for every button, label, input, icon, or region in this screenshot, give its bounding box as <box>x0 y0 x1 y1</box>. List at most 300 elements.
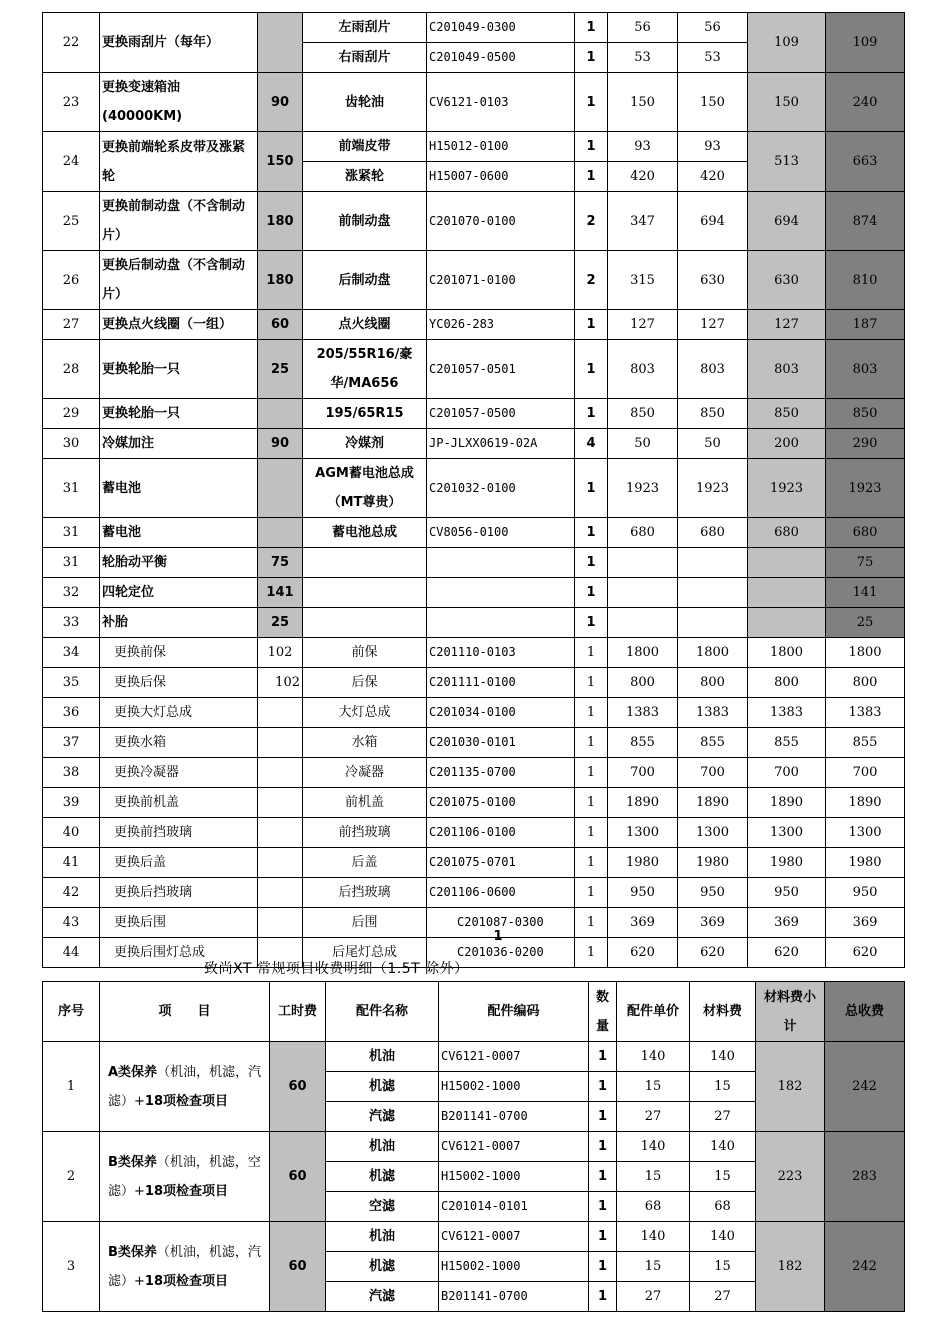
part-name: 前机盖 <box>303 788 427 818</box>
labor-fee: 141 <box>258 578 303 608</box>
row-number: 41 <box>43 848 100 878</box>
row-number: 23 <box>43 73 100 132</box>
material-fee: 1800 <box>678 638 748 668</box>
table-row <box>43 578 905 608</box>
header-material-subtotal: 材料费小计 <box>756 982 825 1042</box>
item-name: 更换前制动盘（不含制动片） <box>100 192 258 251</box>
item-name: 更换后制动盘（不含制动片） <box>100 251 258 310</box>
unit-price: 420 <box>608 162 678 192</box>
material-fee: 1383 <box>678 698 748 728</box>
part-name: 前制动盘 <box>303 192 427 251</box>
quantity: 1 <box>589 1162 617 1192</box>
unit-price <box>608 548 678 578</box>
row-number: 3 <box>43 1222 100 1312</box>
unit-price: 93 <box>608 132 678 162</box>
part-code: C201071-0100 <box>427 251 575 310</box>
item-name: 更换后保 <box>100 668 258 698</box>
part-name: 机油 <box>326 1132 439 1162</box>
labor-fee: 60 <box>270 1222 326 1312</box>
quantity: 1 <box>575 668 608 698</box>
part-code <box>427 578 575 608</box>
unit-price: 347 <box>608 192 678 251</box>
item-name: 更换轮胎一只 <box>100 340 258 399</box>
item-name: 轮胎动平衡 <box>100 548 258 578</box>
unit-price: 369 <box>608 908 678 938</box>
material-fee: 800 <box>678 668 748 698</box>
quantity: 1 <box>575 758 608 788</box>
row-number: 31 <box>43 548 100 578</box>
total-fee: 75 <box>826 548 905 578</box>
quantity: 1 <box>575 310 608 340</box>
quantity: 1 <box>575 43 608 73</box>
row-number: 44 <box>43 938 100 968</box>
part-name: 后制动盘 <box>303 251 427 310</box>
part-name: 左雨刮片 <box>303 13 427 43</box>
table-row <box>43 608 905 638</box>
part-name: 后尾灯总成 <box>303 938 427 968</box>
part-code: CV6121-0007 <box>439 1042 589 1072</box>
material-subtotal: 182 <box>756 1222 825 1312</box>
material-subtotal: 369 <box>748 908 826 938</box>
total-fee: 680 <box>826 518 905 548</box>
header-material: 材料费 <box>690 982 756 1042</box>
part-name: 冷媒剂 <box>303 429 427 459</box>
table-row <box>43 878 905 908</box>
labor-fee <box>258 459 303 518</box>
material-fee: 694 <box>678 192 748 251</box>
table-row <box>43 192 905 251</box>
unit-price: 855 <box>608 728 678 758</box>
part-code: B201141-0700 <box>439 1282 589 1312</box>
quantity: 4 <box>575 429 608 459</box>
part-name: 涨紧轮 <box>303 162 427 192</box>
item-name: 更换后围灯总成 <box>100 938 258 968</box>
table-row <box>43 13 905 43</box>
item-name: 更换大灯总成 <box>100 698 258 728</box>
material-subtotal <box>748 608 826 638</box>
item-name: 蓄电池 <box>100 518 258 548</box>
part-name: AGM蓄电池总成（MT尊贵） <box>303 459 427 518</box>
total-fee: 369 <box>826 908 905 938</box>
table-row <box>43 429 905 459</box>
unit-price: 1923 <box>608 459 678 518</box>
unit-price: 140 <box>617 1042 690 1072</box>
material-subtotal: 800 <box>748 668 826 698</box>
part-name: 汽滤 <box>326 1102 439 1132</box>
part-code: H15002-1000 <box>439 1162 589 1192</box>
unit-price: 68 <box>617 1192 690 1222</box>
material-fee <box>678 608 748 638</box>
item-name: 蓄电池 <box>100 459 258 518</box>
item-name: 更换前机盖 <box>100 788 258 818</box>
item-name: 更换雨刮片（每年） <box>100 13 258 73</box>
quantity: 2 <box>575 251 608 310</box>
table-row <box>43 459 905 518</box>
material-fee: 56 <box>678 13 748 43</box>
quantity: 1 <box>575 73 608 132</box>
material-subtotal <box>748 578 826 608</box>
row-number: 42 <box>43 878 100 908</box>
quantity: 1 <box>589 1072 617 1102</box>
material-subtotal: 200 <box>748 429 826 459</box>
part-name: 右雨刮片 <box>303 43 427 73</box>
material-fee: 50 <box>678 429 748 459</box>
part-code <box>427 608 575 638</box>
part-code: C201110-0103 <box>427 638 575 668</box>
part-code: C201057-0501 <box>427 340 575 399</box>
material-fee: 420 <box>678 162 748 192</box>
part-code: C201030-0101 <box>427 728 575 758</box>
part-name: 空滤 <box>326 1192 439 1222</box>
material-fee <box>678 548 748 578</box>
material-subtotal: 1980 <box>748 848 826 878</box>
quantity: 1 <box>575 938 608 968</box>
header-qty: 数量 <box>589 982 617 1042</box>
quantity: 1 <box>589 1222 617 1252</box>
material-fee: 1923 <box>678 459 748 518</box>
labor-fee <box>258 818 303 848</box>
material-subtotal <box>748 548 826 578</box>
part-name: 前端皮带 <box>303 132 427 162</box>
row-number: 32 <box>43 578 100 608</box>
total-fee: 242 <box>825 1222 905 1312</box>
material-subtotal: 513 <box>748 132 826 192</box>
unit-price: 1980 <box>608 848 678 878</box>
material-fee: 850 <box>678 399 748 429</box>
material-subtotal: 694 <box>748 192 826 251</box>
total-fee: 283 <box>825 1132 905 1222</box>
row-number: 31 <box>43 518 100 548</box>
item-name: 补胎 <box>100 608 258 638</box>
material-fee: 93 <box>678 132 748 162</box>
material-subtotal: 850 <box>748 399 826 429</box>
material-fee: 15 <box>690 1162 756 1192</box>
material-fee: 68 <box>690 1192 756 1222</box>
part-code: C201135-0700 <box>427 758 575 788</box>
material-fee: 620 <box>678 938 748 968</box>
total-fee: 109 <box>826 13 905 73</box>
total-fee: 663 <box>826 132 905 192</box>
item-name: 四轮定位 <box>100 578 258 608</box>
part-name: 195/65R15 <box>303 399 427 429</box>
material-subtotal: 620 <box>748 938 826 968</box>
part-name: 机滤 <box>326 1072 439 1102</box>
unit-price: 1383 <box>608 698 678 728</box>
row-number: 29 <box>43 399 100 429</box>
quantity: 2 <box>575 192 608 251</box>
total-fee: 141 <box>826 578 905 608</box>
unit-price: 27 <box>617 1102 690 1132</box>
labor-fee <box>258 518 303 548</box>
material-subtotal: 1800 <box>748 638 826 668</box>
quantity: 1 <box>589 1282 617 1312</box>
unit-price: 1890 <box>608 788 678 818</box>
material-fee: 53 <box>678 43 748 73</box>
part-name: 蓄电池总成 <box>303 518 427 548</box>
labor-fee <box>258 878 303 908</box>
unit-price: 27 <box>617 1282 690 1312</box>
unit-price: 15 <box>617 1072 690 1102</box>
labor-fee <box>258 698 303 728</box>
labor-fee: 60 <box>270 1042 326 1132</box>
quantity: 1 <box>575 848 608 878</box>
material-subtotal: 109 <box>748 13 826 73</box>
part-code: C201049-0300 <box>427 13 575 43</box>
row-number: 33 <box>43 608 100 638</box>
part-code: C201034-0100 <box>427 698 575 728</box>
table-row <box>43 638 905 668</box>
labor-fee: 102 <box>258 668 303 698</box>
total-fee: 855 <box>826 728 905 758</box>
material-fee: 369 <box>678 908 748 938</box>
labor-fee: 25 <box>258 340 303 399</box>
part-name: 后挡玻璃 <box>303 878 427 908</box>
total-fee: 810 <box>826 251 905 310</box>
part-name: 冷凝器 <box>303 758 427 788</box>
part-code: CV6121-0007 <box>439 1132 589 1162</box>
unit-price: 950 <box>608 878 678 908</box>
row-number: 40 <box>43 818 100 848</box>
part-name: 机油 <box>326 1222 439 1252</box>
material-fee: 1980 <box>678 848 748 878</box>
material-fee: 15 <box>690 1252 756 1282</box>
page-number: 1 <box>493 929 503 944</box>
part-code: C201032-0100 <box>427 459 575 518</box>
total-fee: 242 <box>825 1042 905 1132</box>
total-fee: 1980 <box>826 848 905 878</box>
labor-fee <box>258 13 303 73</box>
part-code: C201075-0100 <box>427 788 575 818</box>
unit-price: 315 <box>608 251 678 310</box>
part-code: H15002-1000 <box>439 1072 589 1102</box>
total-fee: 850 <box>826 399 905 429</box>
labor-fee <box>258 399 303 429</box>
material-subtotal: 630 <box>748 251 826 310</box>
quantity: 1 <box>575 578 608 608</box>
table-row <box>43 73 905 132</box>
part-code: CV8056-0100 <box>427 518 575 548</box>
unit-price: 620 <box>608 938 678 968</box>
part-name: 机滤 <box>326 1162 439 1192</box>
labor-fee: 25 <box>258 608 303 638</box>
package-description <box>100 1042 270 1132</box>
item-name: 更换轮胎一只 <box>100 399 258 429</box>
table-row <box>43 848 905 878</box>
unit-price: 700 <box>608 758 678 788</box>
package-name: A类保养 <box>108 1064 158 1080</box>
row-number: 28 <box>43 340 100 399</box>
part-name: 前挡玻璃 <box>303 818 427 848</box>
item-name: 更换后围 <box>100 908 258 938</box>
unit-price: 140 <box>617 1222 690 1252</box>
package-name: B类保养 <box>108 1244 157 1260</box>
material-fee: 27 <box>690 1102 756 1132</box>
table-row <box>43 1132 905 1162</box>
material-subtotal: 223 <box>756 1132 825 1222</box>
labor-fee: 60 <box>258 310 303 340</box>
part-code: C201106-0100 <box>427 818 575 848</box>
quantity: 1 <box>575 728 608 758</box>
repair-price-table <box>42 12 905 968</box>
labor-fee: 150 <box>258 132 303 192</box>
part-code: CV6121-0103 <box>427 73 575 132</box>
quantity: 1 <box>589 1252 617 1282</box>
part-name: 机滤 <box>326 1252 439 1282</box>
total-fee: 290 <box>826 429 905 459</box>
package-description <box>100 1132 270 1222</box>
table-row <box>43 1042 905 1072</box>
material-subtotal: 803 <box>748 340 826 399</box>
total-fee: 800 <box>826 668 905 698</box>
header-item: 项 目 <box>100 982 270 1042</box>
package-checks: 18项检查项目 <box>144 1093 228 1109</box>
table-row <box>43 698 905 728</box>
total-fee: 240 <box>826 73 905 132</box>
row-number: 31 <box>43 459 100 518</box>
part-name: 齿轮油 <box>303 73 427 132</box>
material-fee: 630 <box>678 251 748 310</box>
row-number: 1 <box>43 1042 100 1132</box>
part-code: CV6121-0007 <box>439 1222 589 1252</box>
total-fee: 25 <box>826 608 905 638</box>
row-number: 22 <box>43 13 100 73</box>
row-number: 25 <box>43 192 100 251</box>
header-part-code: 配件编码 <box>439 982 589 1042</box>
item-name: 更换前挡玻璃 <box>100 818 258 848</box>
table-row <box>43 310 905 340</box>
total-fee: 803 <box>826 340 905 399</box>
table-row <box>43 1222 905 1252</box>
part-code: C201049-0500 <box>427 43 575 73</box>
total-fee: 700 <box>826 758 905 788</box>
part-name: 前保 <box>303 638 427 668</box>
item-name: 更换前保 <box>100 638 258 668</box>
part-code: C201014-0101 <box>439 1192 589 1222</box>
part-code: YC026-283 <box>427 310 575 340</box>
row-number: 24 <box>43 132 100 192</box>
material-fee: 127 <box>678 310 748 340</box>
quantity: 1 <box>575 459 608 518</box>
item-name: 更换前端轮系皮带及涨紧轮 <box>100 132 258 192</box>
total-fee: 1300 <box>826 818 905 848</box>
row-number: 37 <box>43 728 100 758</box>
part-name: 机油 <box>326 1042 439 1072</box>
quantity: 1 <box>575 608 608 638</box>
material-fee: 1890 <box>678 788 748 818</box>
unit-price <box>608 578 678 608</box>
unit-price: 800 <box>608 668 678 698</box>
quantity: 1 <box>575 162 608 192</box>
quantity: 1 <box>575 698 608 728</box>
package-checks: 18项检查项目 <box>144 1183 228 1199</box>
table-row <box>43 668 905 698</box>
quantity: 1 <box>589 1042 617 1072</box>
item-name: 更换后挡玻璃 <box>100 878 258 908</box>
part-code: H15007-0600 <box>427 162 575 192</box>
labor-fee: 102 <box>258 638 303 668</box>
quantity: 1 <box>575 788 608 818</box>
part-code <box>427 548 575 578</box>
quantity: 1 <box>589 1102 617 1132</box>
material-fee: 27 <box>690 1282 756 1312</box>
header-row <box>43 982 905 1042</box>
quantity: 1 <box>575 908 608 938</box>
total-fee: 1800 <box>826 638 905 668</box>
material-fee: 680 <box>678 518 748 548</box>
header-total: 总收费 <box>825 982 905 1042</box>
row-number: 38 <box>43 758 100 788</box>
item-name: 更换冷凝器 <box>100 758 258 788</box>
package-contents: （机油，机滤，汽滤）+ <box>108 1064 262 1109</box>
unit-price: 127 <box>608 310 678 340</box>
part-name <box>303 578 427 608</box>
quantity: 1 <box>575 818 608 848</box>
part-name <box>303 608 427 638</box>
part-name: 后盖 <box>303 848 427 878</box>
labor-fee <box>258 758 303 788</box>
part-name: 后保 <box>303 668 427 698</box>
unit-price: 1300 <box>608 818 678 848</box>
labor-fee: 60 <box>270 1132 326 1222</box>
header-unit-price: 配件单价 <box>617 982 690 1042</box>
table-row <box>43 399 905 429</box>
row-number: 43 <box>43 908 100 938</box>
part-name: 大灯总成 <box>303 698 427 728</box>
material-fee: 140 <box>690 1042 756 1072</box>
labor-fee <box>258 848 303 878</box>
total-fee: 1383 <box>826 698 905 728</box>
table-row <box>43 728 905 758</box>
material-subtotal: 950 <box>748 878 826 908</box>
part-name: 205/55R16/豪华/MA656 <box>303 340 427 399</box>
item-name: 更换水箱 <box>100 728 258 758</box>
part-code: H15002-1000 <box>439 1252 589 1282</box>
table-row <box>43 251 905 310</box>
table-row <box>43 518 905 548</box>
unit-price: 1800 <box>608 638 678 668</box>
part-code: C201106-0600 <box>427 878 575 908</box>
package-checks: 18项检查项目 <box>144 1273 228 1289</box>
row-number: 2 <box>43 1132 100 1222</box>
material-fee <box>678 578 748 608</box>
part-code: C201057-0500 <box>427 399 575 429</box>
material-fee: 950 <box>678 878 748 908</box>
part-code: C201111-0100 <box>427 668 575 698</box>
quantity: 1 <box>575 638 608 668</box>
section-title: 致尚XT 常规项目收费明细（1.5T 除外） <box>204 961 469 977</box>
part-code: H15012-0100 <box>427 132 575 162</box>
part-code: C201070-0100 <box>427 192 575 251</box>
item-name: 更换后盖 <box>100 848 258 878</box>
part-code: B201141-0700 <box>439 1102 589 1132</box>
unit-price: 56 <box>608 13 678 43</box>
header-labor: 工时费 <box>270 982 326 1042</box>
material-subtotal: 1890 <box>748 788 826 818</box>
labor-fee <box>258 728 303 758</box>
unit-price: 680 <box>608 518 678 548</box>
material-subtotal: 1923 <box>748 459 826 518</box>
unit-price: 53 <box>608 43 678 73</box>
package-contents: （机油，机滤，空滤）+ <box>108 1154 261 1199</box>
item-name: 冷媒加注 <box>100 429 258 459</box>
labor-fee: 90 <box>258 429 303 459</box>
unit-price <box>608 608 678 638</box>
row-number: 36 <box>43 698 100 728</box>
row-number: 26 <box>43 251 100 310</box>
material-fee: 803 <box>678 340 748 399</box>
maintenance-package-table <box>42 981 905 1312</box>
quantity: 1 <box>575 340 608 399</box>
